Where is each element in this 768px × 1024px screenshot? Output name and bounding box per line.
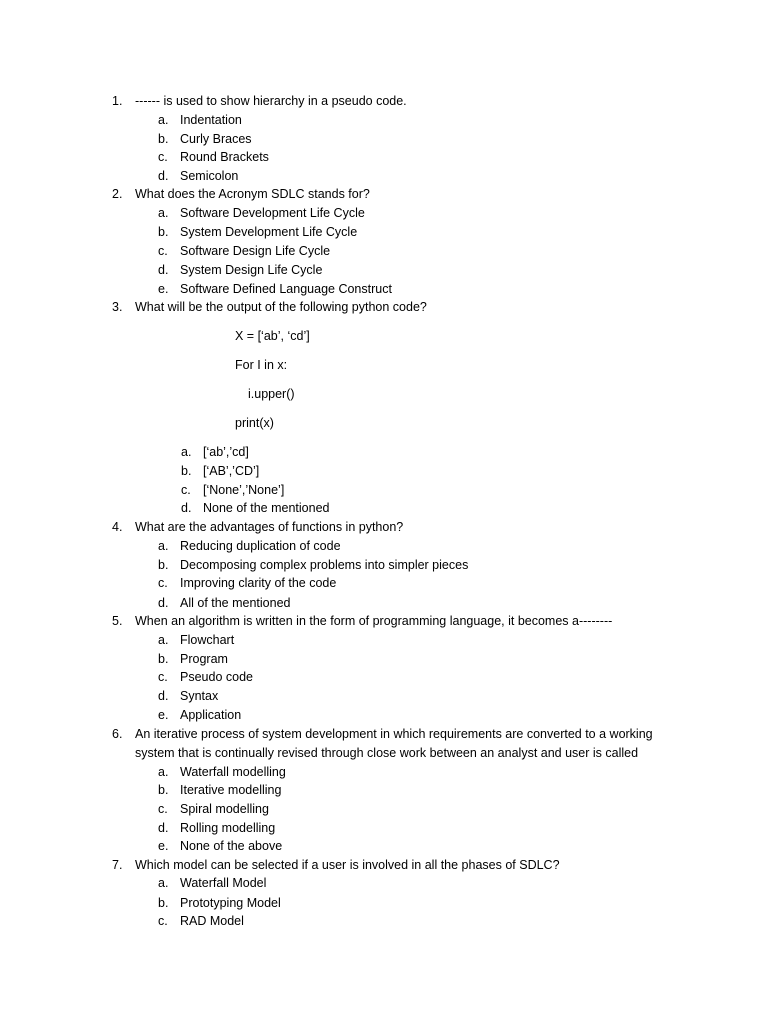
option-label: d. <box>158 596 169 610</box>
question-number: 5. <box>112 614 123 628</box>
question-number: 7. <box>112 858 123 872</box>
question-text: Which model can be selected if a user is involved in all the phases of SDLC? <box>135 858 560 872</box>
option-label: a. <box>181 445 192 459</box>
option-text: Decomposing complex problems into simpler pieces <box>180 558 469 572</box>
option-label: c. <box>158 802 168 816</box>
option-text: All of the mentioned <box>180 596 291 610</box>
option-text: Syntax <box>180 689 219 703</box>
option-text: Pseudo code <box>180 670 253 684</box>
question-text: When an algorithm is written in the form of programming language, it becomes a-------- <box>135 614 613 628</box>
option-label: c. <box>158 150 168 164</box>
option-text: [‘None’,’None’] <box>203 483 285 497</box>
option-text: Software Development Life Cycle <box>180 206 365 220</box>
option-label: c. <box>181 483 191 497</box>
option-text: Reducing duplication of code <box>180 539 341 553</box>
question-number: 3. <box>112 300 123 314</box>
question-number: 6. <box>112 727 123 741</box>
option-text: Spiral modelling <box>180 802 269 816</box>
option-text: Improving clarity of the code <box>180 576 337 590</box>
option-label: b. <box>158 558 169 572</box>
option-text: Indentation <box>180 113 242 127</box>
question-text: What are the advantages of functions in python? <box>135 520 404 534</box>
option-text: None of the mentioned <box>203 501 330 515</box>
option-label: b. <box>158 896 169 910</box>
option-text: Waterfall modelling <box>180 765 286 779</box>
option-label: c. <box>158 244 168 258</box>
question-text-continued: system that is continually revised through close work between an analyst and user is called <box>135 746 639 760</box>
question-number: 2. <box>112 187 123 201</box>
option-label: a. <box>158 765 169 779</box>
option-text: Flowchart <box>180 633 235 647</box>
code-line: X = [‘ab’, ‘cd’] <box>235 329 310 343</box>
option-label: d. <box>181 501 192 515</box>
question-text: What does the Acronym SDLC stands for? <box>135 187 370 201</box>
option-text: [‘AB’,’CD’] <box>203 464 260 478</box>
option-label: a. <box>158 113 169 127</box>
option-label: d. <box>158 821 169 835</box>
option-label: b. <box>158 783 169 797</box>
option-label: c. <box>158 914 168 928</box>
option-label: c. <box>158 670 168 684</box>
option-label: a. <box>158 206 169 220</box>
question-number: 1. <box>112 94 123 108</box>
question-text: ------ is used to show hierarchy in a pseudo code. <box>135 94 407 108</box>
option-label: d. <box>158 689 169 703</box>
option-text: Round Brackets <box>180 150 269 164</box>
option-text: None of the above <box>180 839 283 853</box>
option-text: Software Defined Language Construct <box>180 282 392 296</box>
option-label: a. <box>158 539 169 553</box>
option-label: e. <box>158 839 169 853</box>
option-label: d. <box>158 169 169 183</box>
option-label: b. <box>158 652 169 666</box>
question-number: 4. <box>112 520 123 534</box>
option-text: [‘ab’,’cd] <box>203 445 249 459</box>
option-text: Application <box>180 708 242 722</box>
option-text: Prototyping Model <box>180 896 281 910</box>
option-text: Rolling modelling <box>180 821 276 835</box>
code-line: print(x) <box>235 416 274 430</box>
question-text: An iterative process of system development in which requirements are converted to a working <box>135 727 653 741</box>
option-label: b. <box>158 225 169 239</box>
option-text: Curly Braces <box>180 132 252 146</box>
option-text: RAD Model <box>180 914 244 928</box>
option-label: b. <box>158 132 169 146</box>
option-text: System Design Life Cycle <box>180 263 323 277</box>
option-label: c. <box>158 576 168 590</box>
option-text: Iterative modelling <box>180 783 282 797</box>
question-text: What will be the output of the following python code? <box>135 300 427 314</box>
option-label: e. <box>158 282 169 296</box>
option-label: a. <box>158 876 169 890</box>
option-text: Waterfall Model <box>180 876 267 890</box>
option-text: Program <box>180 652 228 666</box>
option-label: a. <box>158 633 169 647</box>
code-line: i.upper() <box>248 387 295 401</box>
code-line: For I in x: <box>235 358 288 372</box>
option-text: Software Design Life Cycle <box>180 244 331 258</box>
option-text: Semicolon <box>180 169 239 183</box>
option-text: System Development Life Cycle <box>180 225 358 239</box>
option-label: e. <box>158 708 169 722</box>
option-label: b. <box>181 464 192 478</box>
option-label: d. <box>158 263 169 277</box>
